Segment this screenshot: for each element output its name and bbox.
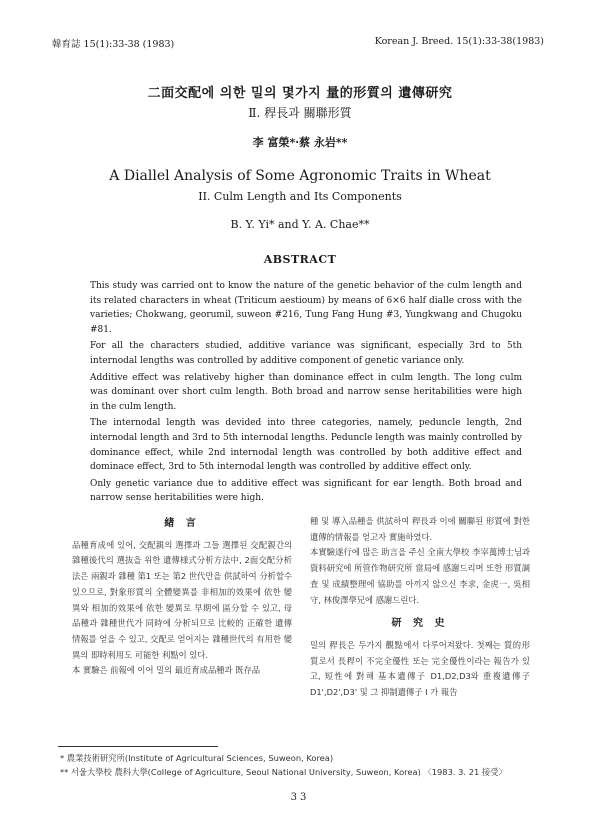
- footnote: ** 서울大學校 農科大學(College of Agriculture, Seoul National University, Suweon, Korea) 〈1983. 3. 21 接受〉: [60, 767, 507, 777]
- abstract-paragraph: For all the characters studied, additive variance was significant, especially 3rd to 5th internodal lengths was controlled by additive component of genetic variance only.: [90, 341, 522, 366]
- english-subtitle: II. Culm Length and Its Components: [198, 190, 402, 203]
- introduction-heading: 緖 言: [164, 518, 200, 529]
- korean-title: 二面交配에 의한 밀의 몇가지 量的形質의 遺傳研究: [147, 86, 453, 101]
- body-paragraph: 밀의 稈長은 두가지 觀點에서 다루어져왔다. 첫째는 質的形質로서 長稈이 不完全優性 또는 完全優性이라는 報告가 있고, 短性에 對해 基本遺傳子 D1,D2,D3와 重複遺傳子 D1',D2',D3' 및 그 抑制遺傳子 I 가 報告: [310, 639, 530, 698]
- body-paragraph: 種 및 導入品種을 供試하여 稈長과 이에 關聯된 形質에 對한 遺傳的情報를 얻고자 實施하였다.: [310, 516, 530, 542]
- footnote: * 農業技術研究所(Institute of Agricultural Sciences, Suweon, Korea): [60, 753, 334, 763]
- abstract-paragraph: The internodal length was devided into three categories, namely, peduncle length, 2nd internodal length and 3rd to 5th internodal lengths. Peduncle length was mainly controlled by dominance effect, while 2nd internodal length was controlled by both additive effect and dominace effect, 3rd to 5th internodal length was controlled by additive effect only.: [90, 418, 522, 473]
- english-authors: B. Y. Yi* and Y. A. Chae**: [230, 218, 370, 231]
- body-paragraph: 本實驗遂行에 많은 助言을 주신 全南大學校 李宰萬博士님과 資料研究에 所管作物研究所 當局에 感謝드리며 또한 形質調査 및 成績整理에 協助를 아끼지 않으신 李求, 金虎一, 吳相守, 林俊澤學兄에 感謝드린다.: [310, 547, 530, 605]
- abstract-paragraph: Only genetic variance due to additive effect was significant for ear length. Both broad and narrow sense heritabilities were high.: [90, 478, 522, 504]
- abstract-body: [90, 279, 522, 508]
- footnote-divider: [58, 746, 218, 747]
- page-number: 33: [290, 792, 310, 803]
- abstract-paragraph: Additive effect was relativeby higher than dominance effect in culm length. The long culm was dominant over short culm length. Both broad and narrow sense heritabilities were high in the culm length.: [90, 372, 522, 412]
- english-title: A Diallel Analysis of Some Agronomic Traits in Wheat: [109, 168, 491, 184]
- body-paragraph: 本 實驗은 前報에 이어 밀의 最近育成品種과 既存品: [72, 665, 261, 676]
- header-left: 韓育誌 15(1):33-38 (1983): [52, 39, 175, 50]
- korean-subtitle: Ⅱ. 稈長과 關聯形質: [248, 106, 352, 120]
- literature-review-heading: 研 究 史: [391, 618, 449, 630]
- abstract-paragraph: This study was carried ont to know the nature of the genetic behavior of the culm length and its related characters in wheat (Triticum aestioum) by means of 6×6 half dialle cross with the varieties; Chokwang, georumil, suweon #216, Tung Fang Hung #3, Yungkwang and Chugoku #81.: [90, 281, 522, 335]
- body-paragraph: 品種育成에 있어, 交配親의 選擇과 그들 選擇된 交配親간의 雜種後代의 選抜을 위한 遺傳様式分析方法中, 2面交配分析法은 兩親과 雜種 第1 또는 第2 世代만을 供試하여 分析할수 있으므로, 對象形質의 全體變異를 非相加的效果에 依한 變異와 相加的效果에 依한 變異로 早期에 區分할 수 있고, 母品種과 雜種世代가 同時에 分析되므로 比較的 正確한 遺傳情報를 얻을 수 있고, 交配로 얻어지는 雜種世代의 有用한 變異의 即時利用도 可能한 利點이 있다.: [72, 539, 292, 660]
- right-column: [310, 514, 530, 701]
- abstract-heading: ABSTRACT: [263, 253, 337, 266]
- header-right: Korean J. Breed. 15(1):33-38(1983): [374, 36, 544, 47]
- left-column: [72, 514, 292, 679]
- korean-authors: 李 富榮*·蔡 永岩**: [252, 136, 348, 149]
